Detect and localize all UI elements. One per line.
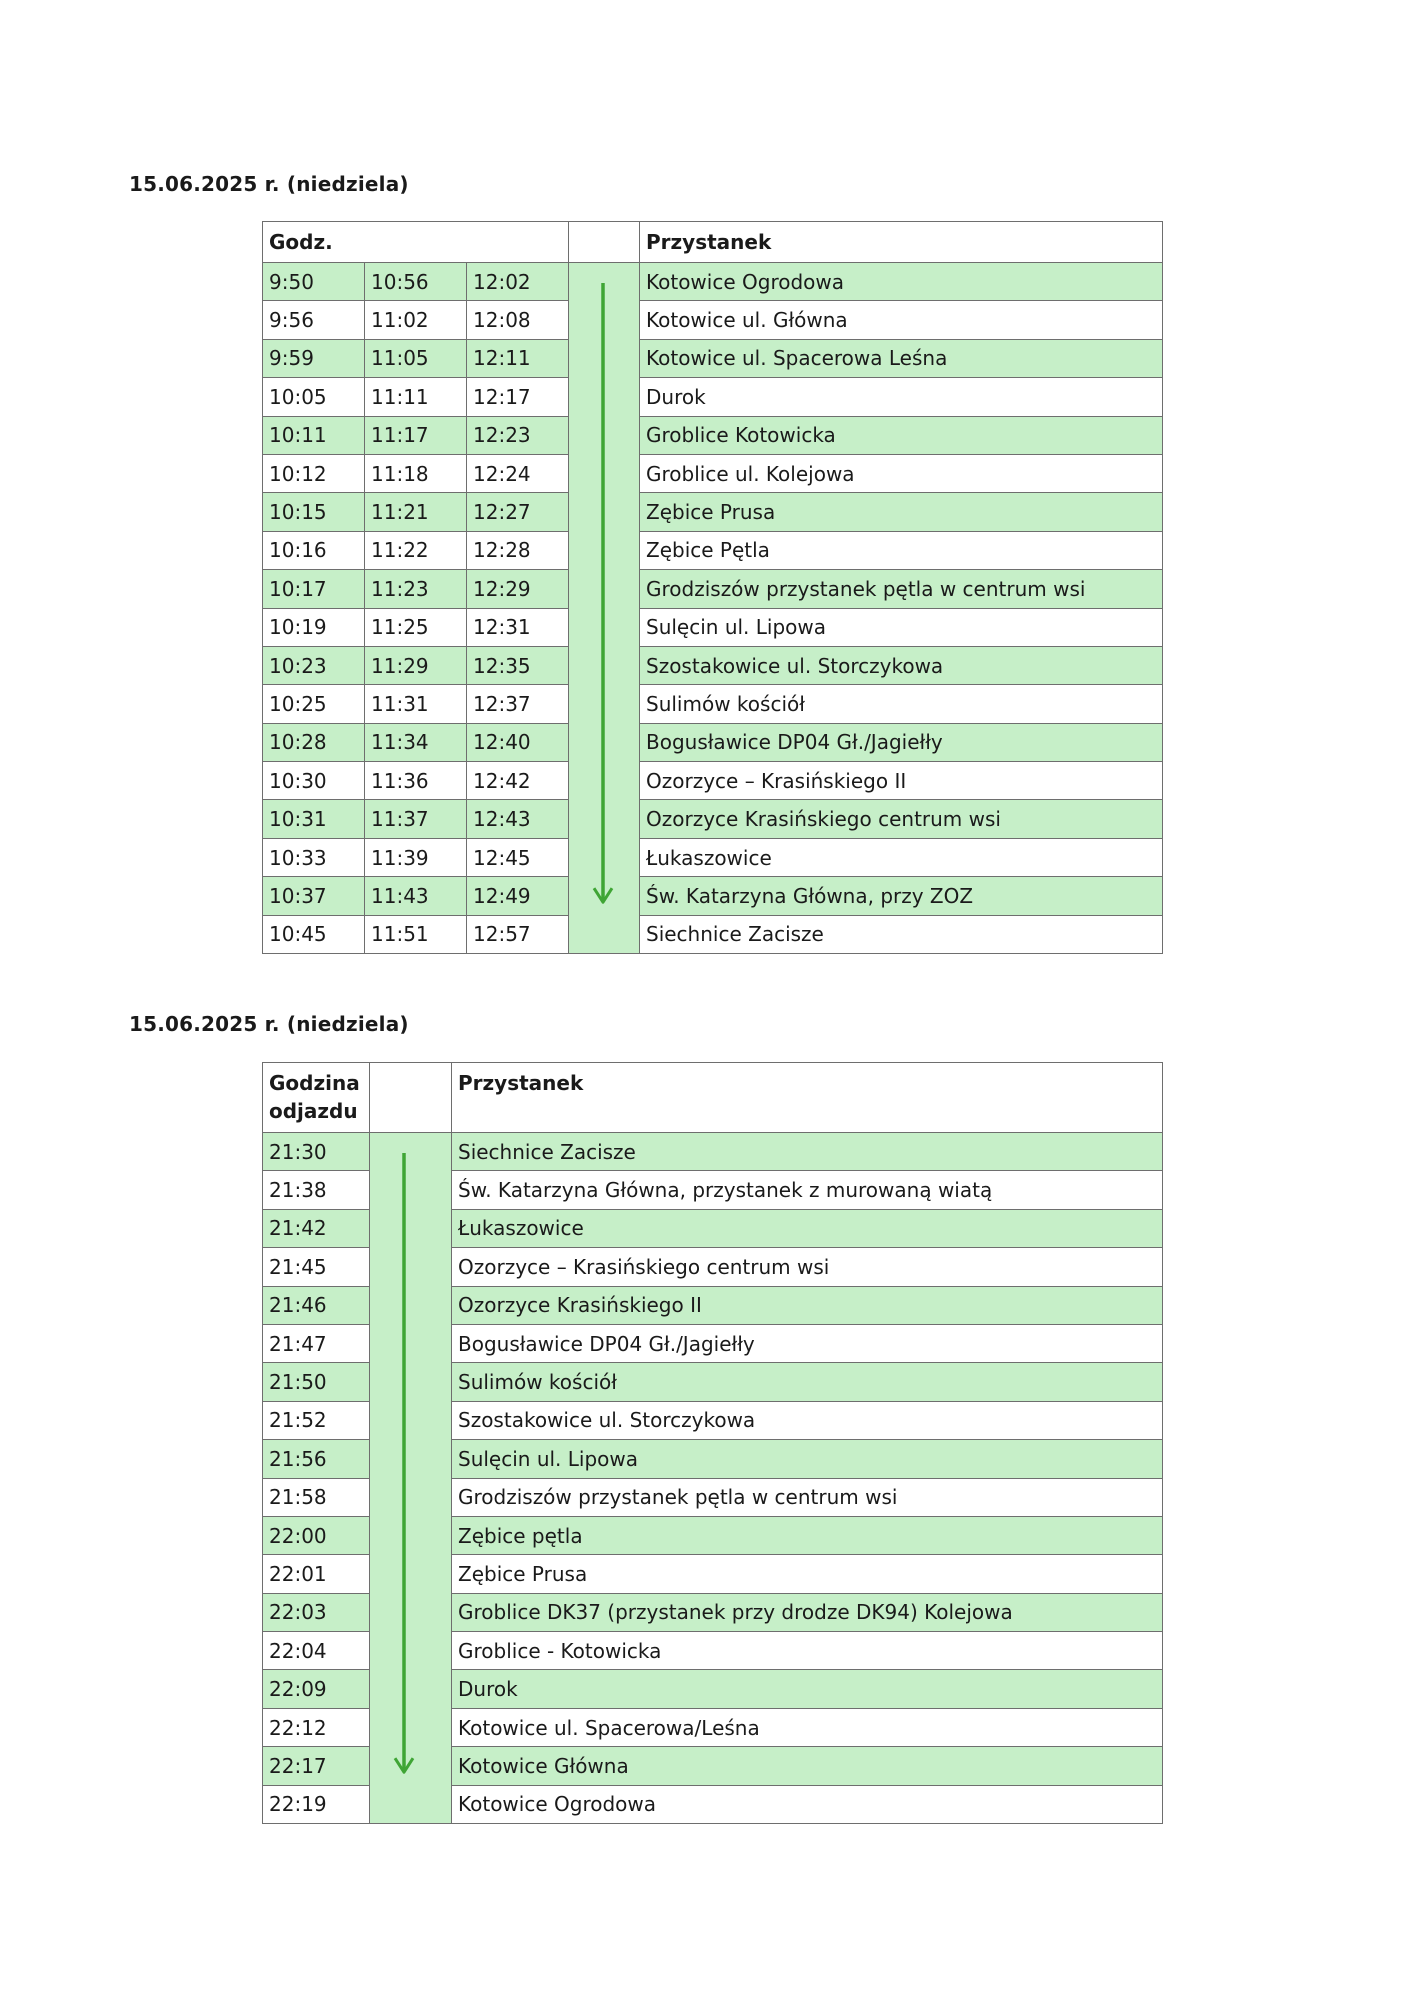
time-column-header — [263, 1063, 370, 1133]
departure-time-3: 12:43 — [467, 800, 569, 838]
stop-name: Ozorzyce – Krasińskiego II — [640, 762, 1163, 800]
departure-time-2: 11:22 — [365, 531, 467, 569]
stop-name: Zębice Prusa — [640, 493, 1163, 531]
departure-time-1: 10:25 — [263, 685, 365, 723]
departure-time-3: 12:57 — [467, 915, 569, 953]
direction-column-header — [370, 1063, 452, 1133]
table-row — [263, 416, 1163, 454]
departure-time-2: 10:56 — [365, 263, 467, 301]
table-row — [263, 685, 1163, 723]
table-row — [263, 915, 1163, 953]
departure-time-2: 11:39 — [365, 838, 467, 876]
departure-time: 21:42 — [263, 1209, 370, 1247]
table-row — [263, 762, 1163, 800]
stop-name: Kotowice Główna — [452, 1747, 1163, 1785]
direction-arrow-cell — [569, 263, 640, 954]
time-column-header: Godz. — [263, 222, 569, 263]
stop-name: Kotowice ul. Spacerowa/Leśna — [452, 1708, 1163, 1746]
table-row — [263, 723, 1163, 761]
departure-time-3: 12:37 — [467, 685, 569, 723]
departure-time-3: 12:24 — [467, 454, 569, 492]
departure-time-2: 11:02 — [365, 301, 467, 339]
departure-time-2: 11:51 — [365, 915, 467, 953]
section2-heading: 15.06.2025 r. (niedziela) — [129, 1012, 409, 1036]
departure-time-2: 11:21 — [365, 493, 467, 531]
stop-name: Zębice Pętla — [640, 531, 1163, 569]
stop-name: Kotowice ul. Główna — [640, 301, 1163, 339]
departure-time: 21:30 — [263, 1133, 370, 1171]
stop-column-header: Przystanek — [452, 1063, 1163, 1133]
arrow-down-icon — [370, 1133, 440, 1818]
departure-time-2: 11:25 — [365, 608, 467, 646]
departure-time-1: 10:11 — [263, 416, 365, 454]
time-header-line1: Godzina — [269, 1071, 360, 1095]
stop-name: Ozorzyce – Krasińskiego centrum wsi — [452, 1248, 1163, 1286]
stop-name: Łukaszowice — [640, 838, 1163, 876]
stop-name: Durok — [640, 378, 1163, 416]
stop-name: Św. Katarzyna Główna, przystanek z murowaną wiatą — [452, 1171, 1163, 1209]
departure-time-3: 12:23 — [467, 416, 569, 454]
stop-name: Sulimów kościół — [640, 685, 1163, 723]
stop-name: Groblice ul. Kolejowa — [640, 454, 1163, 492]
departure-time-1: 9:56 — [263, 301, 365, 339]
departure-time: 22:03 — [263, 1593, 370, 1631]
departure-time: 21:47 — [263, 1324, 370, 1362]
departure-time: 21:52 — [263, 1401, 370, 1439]
departure-time-1: 9:59 — [263, 339, 365, 377]
departure-time: 21:45 — [263, 1248, 370, 1286]
stop-name: Zębice Prusa — [452, 1555, 1163, 1593]
stop-name: Sulimów kościół — [452, 1363, 1163, 1401]
departure-time-3: 12:02 — [467, 263, 569, 301]
table-row — [263, 570, 1163, 608]
departure-time-1: 10:16 — [263, 531, 365, 569]
table-row — [263, 493, 1163, 531]
departure-time-3: 12:49 — [467, 877, 569, 915]
departure-time-3: 12:28 — [467, 531, 569, 569]
stop-name: Bogusławice DP04 Gł./Jagiełły — [452, 1324, 1163, 1362]
stop-name: Groblice DK37 (przystanek przy drodze DK94) Kolejowa — [452, 1593, 1163, 1631]
departure-time-3: 12:11 — [467, 339, 569, 377]
departure-time: 22:01 — [263, 1555, 370, 1593]
table-row — [263, 877, 1163, 915]
departure-time-1: 10:31 — [263, 800, 365, 838]
stop-column-header: Przystanek — [640, 222, 1163, 263]
departure-time-1: 10:37 — [263, 877, 365, 915]
stop-name: Kotowice Ogrodowa — [452, 1785, 1163, 1823]
stop-name: Kotowice Ogrodowa — [640, 263, 1163, 301]
timetable-1 — [262, 221, 1163, 954]
table-row — [263, 1133, 1163, 1171]
stop-name: Kotowice ul. Spacerowa Leśna — [640, 339, 1163, 377]
section1-heading: 15.06.2025 r. (niedziela) — [129, 172, 409, 196]
departure-time-1: 10:23 — [263, 646, 365, 684]
table-row — [263, 339, 1163, 377]
stop-name: Św. Katarzyna Główna, przy ZOZ — [640, 877, 1163, 915]
table-row — [263, 531, 1163, 569]
stop-name: Grodziszów przystanek pętla w centrum wsi — [452, 1478, 1163, 1516]
departure-time-1: 10:30 — [263, 762, 365, 800]
table-row — [263, 608, 1163, 646]
table-row — [263, 800, 1163, 838]
departure-time-1: 10:17 — [263, 570, 365, 608]
departure-time-1: 9:50 — [263, 263, 365, 301]
departure-time-2: 11:29 — [365, 646, 467, 684]
departure-time-3: 12:17 — [467, 378, 569, 416]
departure-time: 21:50 — [263, 1363, 370, 1401]
stop-name: Łukaszowice — [452, 1209, 1163, 1247]
stop-name: Ozorzyce Krasińskiego II — [452, 1286, 1163, 1324]
stop-name: Grodziszów przystanek pętla w centrum wsi — [640, 570, 1163, 608]
arrow-down-icon — [569, 263, 639, 948]
table-row — [263, 301, 1163, 339]
table-header-row — [263, 1063, 1163, 1133]
departure-time: 21:56 — [263, 1440, 370, 1478]
departure-time-1: 10:15 — [263, 493, 365, 531]
departure-time: 21:38 — [263, 1171, 370, 1209]
table-row — [263, 263, 1163, 301]
departure-time-3: 12:45 — [467, 838, 569, 876]
departure-time: 22:19 — [263, 1785, 370, 1823]
stop-name: Zębice pętla — [452, 1516, 1163, 1554]
table-row — [263, 646, 1163, 684]
stop-name: Sulęcin ul. Lipowa — [640, 608, 1163, 646]
departure-time-2: 11:11 — [365, 378, 467, 416]
departure-time-3: 12:40 — [467, 723, 569, 761]
stop-name: Szostakowice ul. Storczykowa — [640, 646, 1163, 684]
direction-arrow-cell — [370, 1133, 452, 1824]
departure-time-3: 12:08 — [467, 301, 569, 339]
departure-time-2: 11:18 — [365, 454, 467, 492]
departure-time: 21:58 — [263, 1478, 370, 1516]
departure-time-2: 11:37 — [365, 800, 467, 838]
departure-time-2: 11:23 — [365, 570, 467, 608]
departure-time: 22:09 — [263, 1670, 370, 1708]
departure-time-1: 10:28 — [263, 723, 365, 761]
departure-time-3: 12:29 — [467, 570, 569, 608]
stop-name: Groblice - Kotowicka — [452, 1632, 1163, 1670]
departure-time-3: 12:27 — [467, 493, 569, 531]
departure-time: 22:17 — [263, 1747, 370, 1785]
table-header-row — [263, 222, 1163, 263]
departure-time-1: 10:12 — [263, 454, 365, 492]
departure-time-2: 11:43 — [365, 877, 467, 915]
departure-time-1: 10:45 — [263, 915, 365, 953]
time-header-line2: odjazdu — [269, 1099, 358, 1123]
departure-time: 22:12 — [263, 1708, 370, 1746]
departure-time-1: 10:05 — [263, 378, 365, 416]
table-row — [263, 838, 1163, 876]
stop-name: Siechnice Zacisze — [452, 1133, 1163, 1171]
departure-time-2: 11:05 — [365, 339, 467, 377]
departure-time-3: 12:31 — [467, 608, 569, 646]
departure-time-3: 12:35 — [467, 646, 569, 684]
stop-name: Bogusławice DP04 Gł./Jagiełły — [640, 723, 1163, 761]
stop-name: Durok — [452, 1670, 1163, 1708]
table-row — [263, 454, 1163, 492]
departure-time-1: 10:19 — [263, 608, 365, 646]
departure-time-2: 11:31 — [365, 685, 467, 723]
stop-name: Groblice Kotowicka — [640, 416, 1163, 454]
departure-time: 22:04 — [263, 1632, 370, 1670]
stop-name: Szostakowice ul. Storczykowa — [452, 1401, 1163, 1439]
departure-time-2: 11:17 — [365, 416, 467, 454]
departure-time-2: 11:34 — [365, 723, 467, 761]
departure-time-1: 10:33 — [263, 838, 365, 876]
stop-name: Siechnice Zacisze — [640, 915, 1163, 953]
timetable-2 — [262, 1062, 1163, 1824]
table-row — [263, 378, 1163, 416]
stop-name: Ozorzyce Krasińskiego centrum wsi — [640, 800, 1163, 838]
departure-time: 21:46 — [263, 1286, 370, 1324]
departure-time-2: 11:36 — [365, 762, 467, 800]
departure-time: 22:00 — [263, 1516, 370, 1554]
stop-name: Sulęcin ul. Lipowa — [452, 1440, 1163, 1478]
direction-column-header — [569, 222, 640, 263]
departure-time-3: 12:42 — [467, 762, 569, 800]
